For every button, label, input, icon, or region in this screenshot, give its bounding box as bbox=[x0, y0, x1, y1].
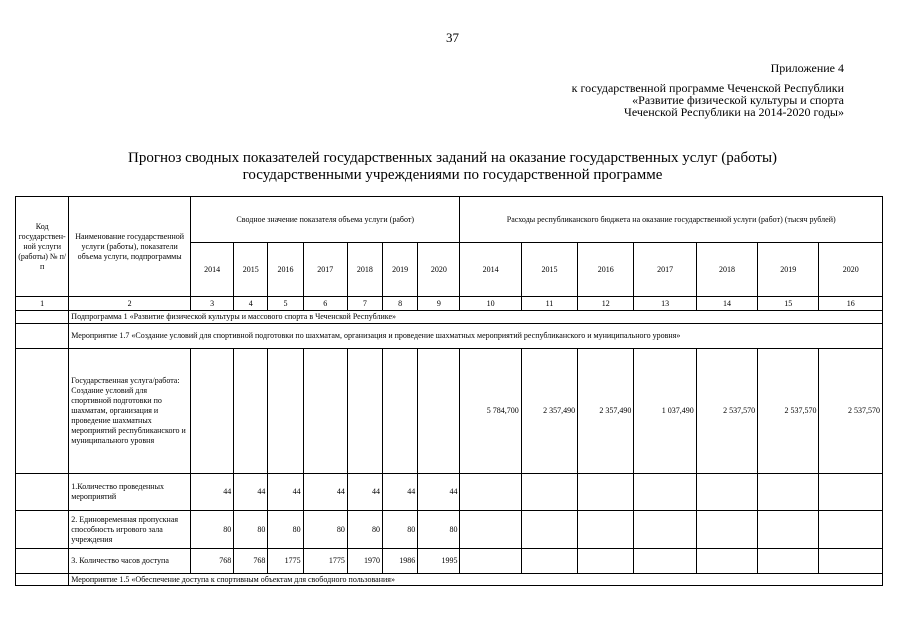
empty-cell bbox=[521, 474, 577, 511]
empty-cell bbox=[460, 511, 521, 549]
expense-value: 2 357,490 bbox=[521, 349, 577, 474]
column-number: 11 bbox=[521, 297, 577, 311]
appendix-line: Чеченской Республики на 2014-2020 годы» bbox=[624, 105, 844, 119]
empty-cell bbox=[521, 549, 577, 574]
column-number-row bbox=[16, 297, 883, 311]
indicator-name: 3. Количество часов доступа bbox=[69, 549, 191, 574]
expense-value: 2 357,490 bbox=[578, 349, 634, 474]
header-year: 2018 bbox=[347, 243, 382, 297]
title-line: государственными учреждениями по государственной программе bbox=[242, 167, 663, 183]
indicator-value: 1995 bbox=[418, 549, 460, 574]
column-number: 8 bbox=[383, 297, 418, 311]
document-title bbox=[0, 150, 905, 184]
indicator-row bbox=[16, 511, 883, 549]
indicator-value: 1970 bbox=[347, 549, 382, 574]
header-expense-group: Расходы республиканского бюджета на оказание государственной услуги (работ) (тысяч рублей) bbox=[460, 197, 883, 243]
indicator-value: 44 bbox=[418, 474, 460, 511]
empty-cell bbox=[696, 511, 757, 549]
empty-cell bbox=[190, 349, 233, 474]
indicator-value: 1986 bbox=[383, 549, 418, 574]
indicator-value: 44 bbox=[234, 474, 268, 511]
indicator-name: 1.Количество проведенных мероприятий bbox=[69, 474, 191, 511]
column-number: 4 bbox=[234, 297, 268, 311]
header-year: 2017 bbox=[303, 243, 347, 297]
forecast-table bbox=[15, 196, 883, 586]
measure-1-7-label: Мероприятие 1.7 «Создание условий для спортивной подготовки по шахматам, организация и проведение шахматных мероприятий республиканского и муниципального уровня» bbox=[69, 324, 883, 349]
empty-cell bbox=[234, 349, 268, 474]
indicator-value: 80 bbox=[190, 511, 233, 549]
page-number: 37 bbox=[446, 30, 459, 45]
empty-cell bbox=[268, 349, 303, 474]
column-number: 9 bbox=[418, 297, 460, 311]
indicator-value: 80 bbox=[383, 511, 418, 549]
indicator-value: 1775 bbox=[303, 549, 347, 574]
column-number: 5 bbox=[268, 297, 303, 311]
empty-cell bbox=[634, 474, 696, 511]
column-number: 10 bbox=[460, 297, 521, 311]
header-volume-group: Сводное значение показателя объема услуги (работ) bbox=[190, 197, 459, 243]
empty-cell bbox=[634, 549, 696, 574]
column-number: 2 bbox=[69, 297, 191, 311]
column-number: 13 bbox=[634, 297, 696, 311]
empty-cell bbox=[16, 511, 69, 549]
indicator-value: 80 bbox=[268, 511, 303, 549]
measure-1-5-label: Мероприятие 1.5 «Обеспечение доступа к спортивным объектам для свободного пользования» bbox=[69, 574, 883, 586]
empty-cell bbox=[819, 549, 883, 574]
column-number: 16 bbox=[819, 297, 883, 311]
column-number: 3 bbox=[190, 297, 233, 311]
indicator-value: 80 bbox=[418, 511, 460, 549]
empty-cell bbox=[347, 349, 382, 474]
empty-cell bbox=[460, 549, 521, 574]
header-year: 2017 bbox=[634, 243, 696, 297]
header-year: 2015 bbox=[234, 243, 268, 297]
empty-cell bbox=[16, 549, 69, 574]
header-code: Код государствен-ной услуги (работы) № п/п bbox=[16, 197, 69, 297]
header-year: 2019 bbox=[383, 243, 418, 297]
empty-cell bbox=[634, 511, 696, 549]
empty-cell bbox=[460, 474, 521, 511]
expense-value: 5 784,700 bbox=[460, 349, 521, 474]
header-year: 2016 bbox=[578, 243, 634, 297]
indicator-value: 768 bbox=[234, 549, 268, 574]
indicator-row bbox=[16, 549, 883, 574]
title-line: Прогноз сводных показателей государственных заданий на оказание государственных услуг (работы) bbox=[127, 150, 778, 166]
empty-cell bbox=[696, 549, 757, 574]
header-row-groups bbox=[16, 197, 883, 243]
empty-cell bbox=[383, 349, 418, 474]
column-number: 12 bbox=[578, 297, 634, 311]
empty-cell bbox=[418, 349, 460, 474]
header-year: 2014 bbox=[460, 243, 521, 297]
indicator-value: 44 bbox=[190, 474, 233, 511]
indicator-value: 768 bbox=[190, 549, 233, 574]
column-number: 1 bbox=[16, 297, 69, 311]
expense-value: 1 037,490 bbox=[634, 349, 696, 474]
empty-cell bbox=[578, 511, 634, 549]
indicator-value: 44 bbox=[383, 474, 418, 511]
subprogram-label: Подпрограмма 1 «Развитие физической культуры и массового спорта в Чеченской Республике» bbox=[69, 311, 883, 324]
empty-cell bbox=[16, 574, 69, 586]
expense-value: 2 537,570 bbox=[758, 349, 819, 474]
header-year: 2020 bbox=[819, 243, 883, 297]
indicator-value: 44 bbox=[268, 474, 303, 511]
empty-cell bbox=[758, 511, 819, 549]
expense-value: 2 537,570 bbox=[819, 349, 883, 474]
header-year: 2018 bbox=[696, 243, 757, 297]
indicator-name: 2. Единовременная пропускная способность игрового зала учреждения bbox=[69, 511, 191, 549]
header-year: 2014 bbox=[190, 243, 233, 297]
header-name: Наименование государственной услуги (работы), показатели объема услуги, подпрограммы bbox=[69, 197, 191, 297]
empty-cell bbox=[696, 474, 757, 511]
indicator-value: 44 bbox=[303, 474, 347, 511]
empty-cell bbox=[303, 349, 347, 474]
empty-cell bbox=[578, 474, 634, 511]
header-year: 2015 bbox=[521, 243, 577, 297]
appendix-block bbox=[572, 62, 844, 118]
subprogram-row bbox=[16, 311, 883, 324]
indicator-value: 44 bbox=[347, 474, 382, 511]
empty-cell bbox=[16, 349, 69, 474]
empty-cell bbox=[578, 549, 634, 574]
indicator-value: 80 bbox=[303, 511, 347, 549]
empty-cell bbox=[521, 511, 577, 549]
indicator-value: 80 bbox=[347, 511, 382, 549]
empty-cell bbox=[16, 324, 69, 349]
service-name: Государственная услуга/работа: Создание условий для спортивной подготовки по шахматам, организация и проведение шахматных мероприятий республиканского и муниципального уровня bbox=[69, 349, 191, 474]
service-row bbox=[16, 349, 883, 474]
empty-cell bbox=[819, 474, 883, 511]
column-number: 14 bbox=[696, 297, 757, 311]
header-year: 2020 bbox=[418, 243, 460, 297]
appendix-line: «Развитие физической культуры и спорта bbox=[632, 93, 844, 107]
appendix-annex: Приложение 4 bbox=[770, 61, 844, 75]
measure-1-7-row bbox=[16, 324, 883, 349]
indicator-value: 80 bbox=[234, 511, 268, 549]
empty-cell bbox=[758, 474, 819, 511]
column-number: 15 bbox=[758, 297, 819, 311]
empty-cell bbox=[16, 311, 69, 324]
appendix-line: к государственной программе Чеченской Республики bbox=[571, 81, 844, 95]
header-year: 2019 bbox=[758, 243, 819, 297]
column-number: 7 bbox=[347, 297, 382, 311]
measure-1-5-row bbox=[16, 574, 883, 586]
empty-cell bbox=[758, 549, 819, 574]
column-number: 6 bbox=[303, 297, 347, 311]
header-year: 2016 bbox=[268, 243, 303, 297]
expense-value: 2 537,570 bbox=[696, 349, 757, 474]
empty-cell bbox=[819, 511, 883, 549]
empty-cell bbox=[16, 474, 69, 511]
indicator-row bbox=[16, 474, 883, 511]
indicator-value: 1775 bbox=[268, 549, 303, 574]
